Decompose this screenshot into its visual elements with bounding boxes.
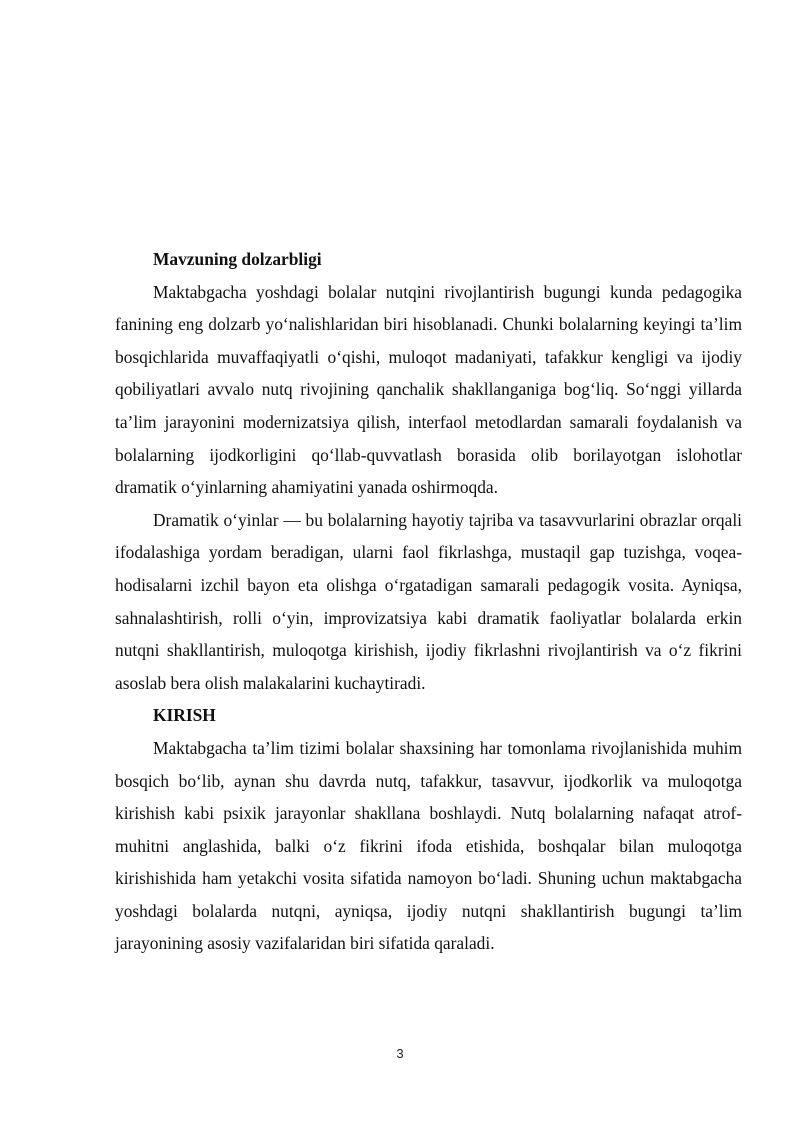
- paragraph-introduction-1: Maktabgacha ta’lim tizimi bolalar shaxsining har tomonlama rivojlanishida muhim bosqich bo‘lib, aynan shu davrda nutq, tafakkur, tasavvur, ijodkorlik va muloqotga kirishish kabi psixik jarayonlar shakllana boshlaydi. Nutq bolalarning nafaqat atrof-muhitni anglashida, balki o‘z fikrini ifoda etishida, boshqalar bilan muloqotga kirishishida ham yetakchi vosita sifatida namoyon bo‘ladi. Shuning uchun maktabgacha yoshdagi bolalarda nutqni, ayniqsa, ijodiy nutqni shakllantirish bugungi ta’lim jarayonining asosiy vazifalaridan biri sifatida qaraladi.: [115, 737, 742, 954]
- paragraph-relevance-1: Maktabgacha yoshdagi bolalar nutqini rivojlantirish bugungi kunda pedagogika fanining eng dolzarb yo‘nalishlaridan biri hisoblanadi. Chunki bolalarning keyingi ta’lim bosqichlarida muvaffaqiyatli o‘qishi, muloqot madaniyati, tafakkur kengligi va ijodiy qobiliyatlari avvalo nutq rivojining qanchalik shakllanganiga bog‘liq. So‘nggi yillarda ta’lim jarayonini modernizatsiya qilish, interfaol metodlardan samarali foydalanish va bolalarning ijodkorligini qo‘llab-quvvatlash borasida olib borilayotgan islohotlar dramatik o‘yinlarning ahamiyatini yanada oshirmoqda.: [115, 281, 742, 498]
- page-number: 3: [396, 1046, 404, 1061]
- section-heading-relevance: Mavzuning dolzarbligi: [153, 249, 322, 269]
- paragraph-relevance-2: Dramatik o‘yinlar — bu bolalarning hayotiy tajriba va tasavvurlarini obrazlar orqali ifodalashiga yordam beradigan, ularni faol fikrlashga, mustaqil gap tuzishga, voqea-hodisalarni izchil bayon eta olishga o‘rgatadigan samarali pedagogik vosita. Ayniqsa, sahnalashtirish, rolli o‘yin, improvizatsiya kabi dramatik faoliyatlar bolalarda erkin nutqni shakllantirish, muloqotga kirishish, ijodiy fikrlashni rivojlantirish va o‘z fikrini asoslab bera olish malakalarini kuchaytiradi.: [115, 509, 742, 693]
- section-heading-introduction: KIRISH: [153, 705, 216, 726]
- page-content: [115, 243, 742, 960]
